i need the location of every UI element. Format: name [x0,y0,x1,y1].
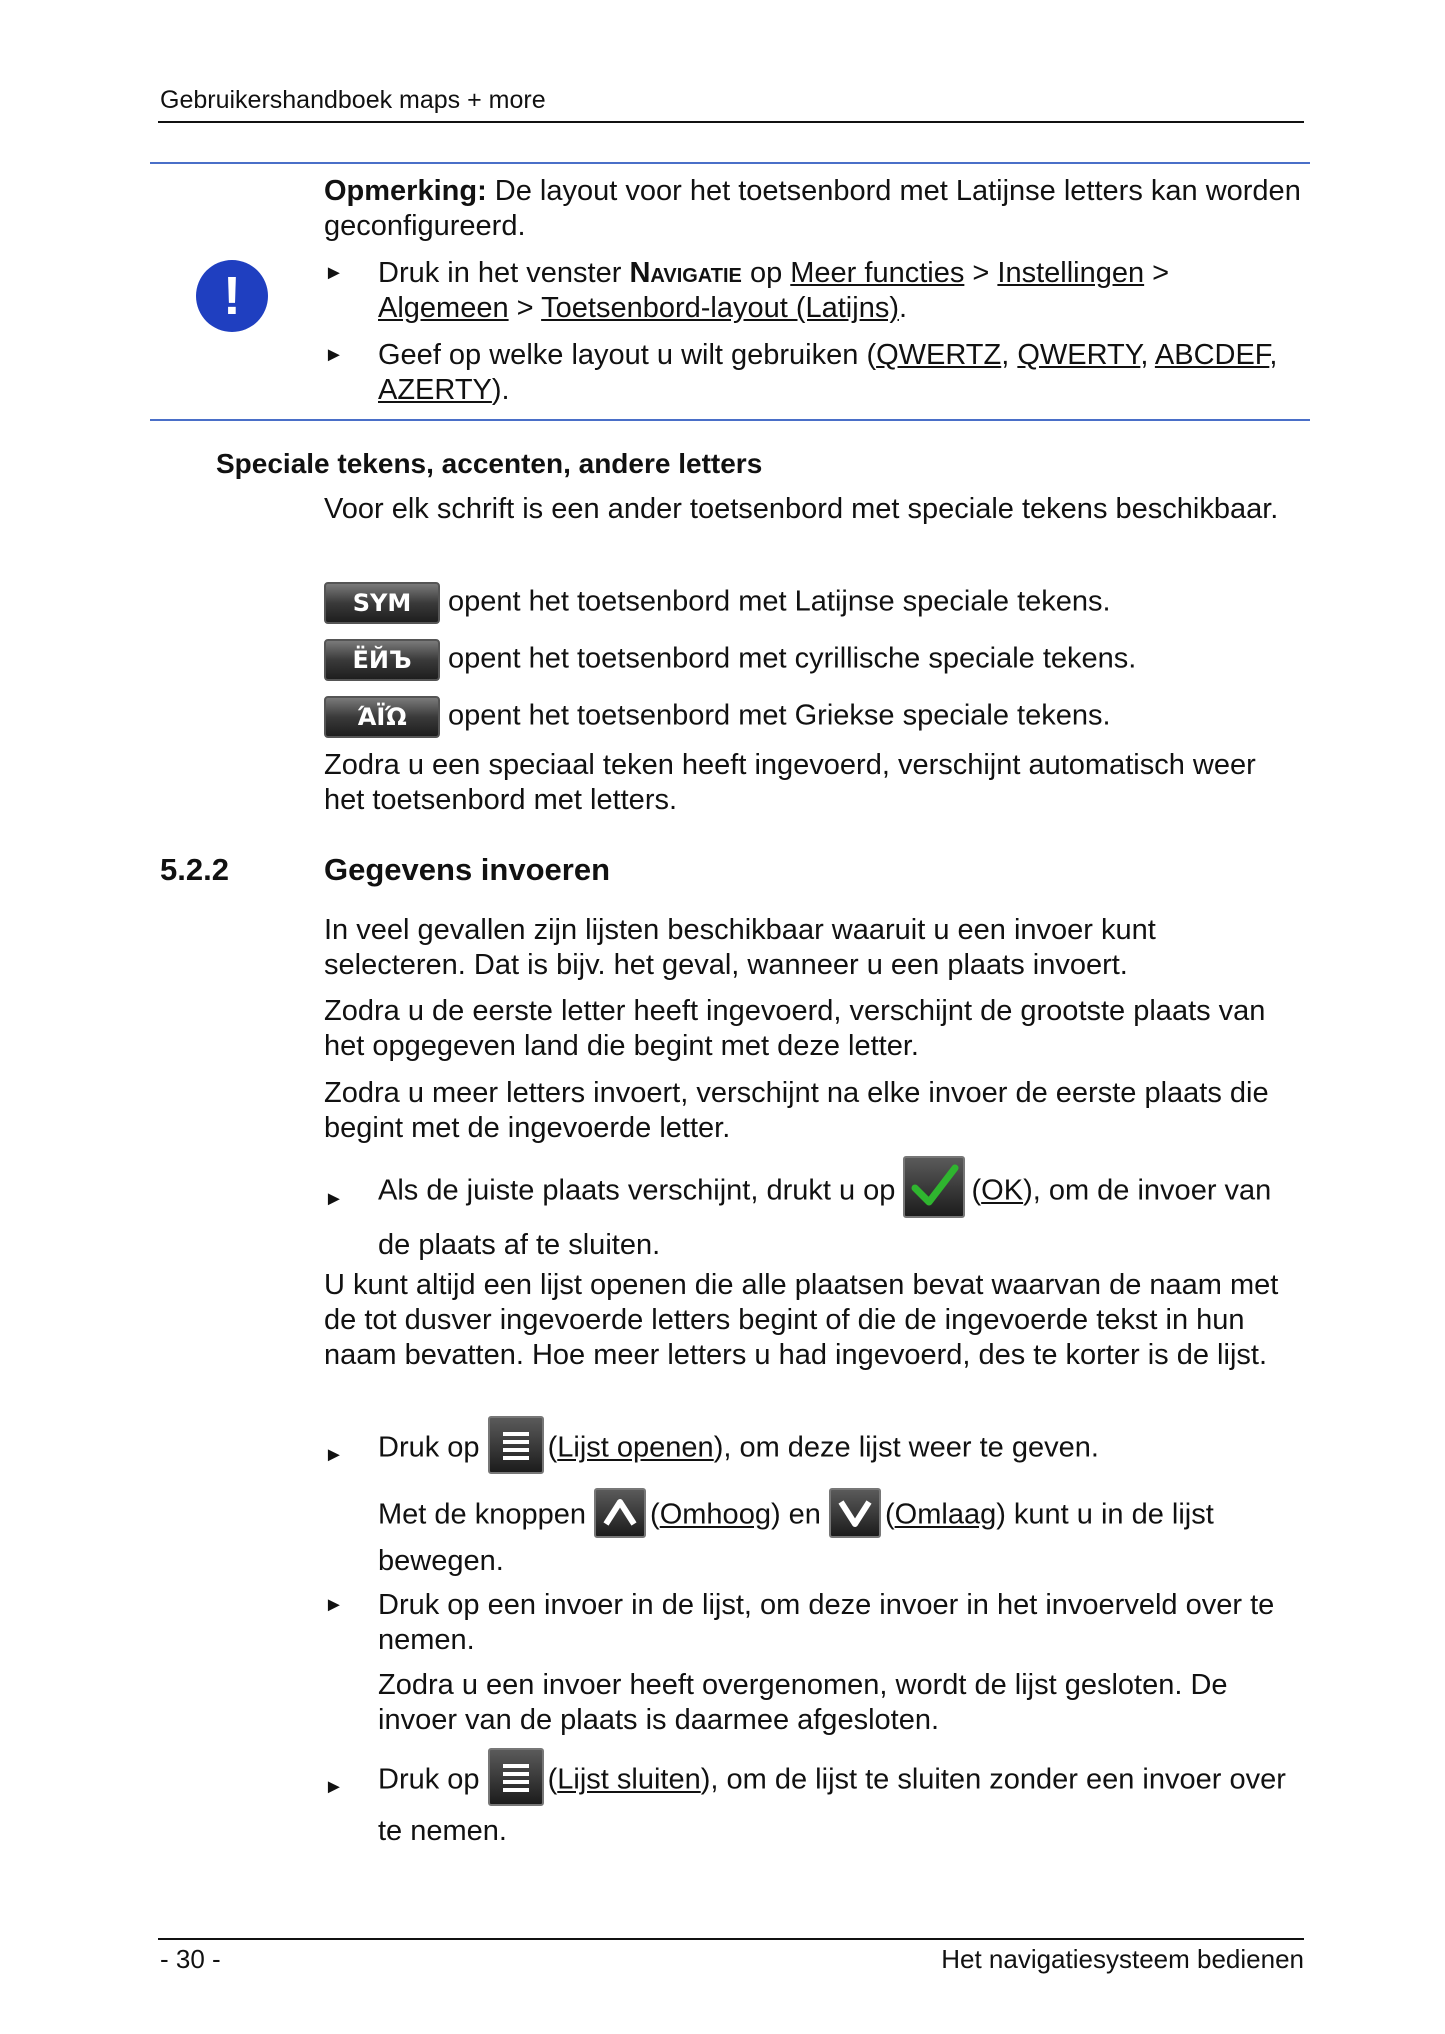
special-intro: Voor elk schrift is een ander toetsenbord met speciale tekens beschikbaar. [324,493,1279,525]
bullet-icon: ► [324,1776,344,1798]
menu-meer-functies: Meer functies [790,257,965,289]
exclamation-icon: ! [196,260,268,332]
bullet-icon: ► [324,262,344,284]
option-qwertz: QWERTZ [876,339,1002,371]
header-rule [158,121,1304,123]
lijst-sluiten-link: Lijst sluiten [557,1763,701,1796]
subsection-title: Speciale tekens, accenten, andere letters [216,448,763,479]
paragraph-4: U kunt altijd een lijst openen die alle plaatsen bevat waarvan de naam met de tot dusver ingevoerde letters begint of die de ingevoerde tekst in hun naam bevatten. Hoe meer letters u had ingevoerd, des te korter is de lijst. [324,1269,1279,1371]
footer-rule [158,1938,1304,1940]
running-header: Gebruikershandboek maps + more [160,86,546,114]
note-step-2: ► Geef op welke layout u wilt gebruiken (QWERTZ, QWERTY, ABCDEF, AZERTY). [324,339,1278,406]
navigation-buttons-text: Met de knoppen (Omhoog) en (Omlaag) kunt u in de lijst bewegen. [378,1488,1304,1579]
window-name: Navigatie [629,257,742,289]
option-qwerty: QWERTY [1017,339,1141,371]
menu-instellingen: Instellingen [997,257,1145,289]
key-row-cyrillic: ЁЙЪ opent het toetsenbord met cyrillische speciale tekens. [324,639,1304,681]
menu-toetsenbord-layout: Toetsenbord-layout (Latijns) [541,292,899,324]
ok-check-icon [903,1156,965,1218]
omlaag-link: Omlaag [894,1498,997,1531]
key-row-greek: ΆΪΏ opent het toetsenbord met Griekse speciale tekens. [324,696,1304,738]
close-list-step: ► Druk op (Lijst sluiten), om de lijst te sluiten zonder een invoer over te nemen. [324,1748,1304,1849]
down-arrow-icon [829,1488,881,1538]
section-title: Gegevens invoeren [324,852,611,887]
open-list-step: ► Druk op (Lijst openen), om deze lijst weer te geven. [324,1416,1304,1482]
paragraph-1: In veel gevallen zijn lijsten beschikbaar waaruit u een invoer kunt selecteren. Dat is bijv. het geval, wanneer u een plaats invoert. [324,914,1156,981]
ok-step: ► Als de juiste plaats verschijnt, drukt u op (OK), om de invoer van de plaats af te sluiten. [324,1156,1304,1263]
lijst-openen-link: Lijst openen [557,1431,714,1464]
note-step-1: ► Druk in het venster Navigatie op Meer functies > Instellingen > Algemeen > Toetsenbord-layout (Latijns). [324,257,1170,324]
sym-key-button: SYM [324,582,440,624]
bullet-icon: ► [324,344,344,366]
chapter-title: Het navigatiesysteem bedienen [941,1944,1304,1974]
note-top-rule [150,162,1310,164]
pick-entry-step: ► Druk op een invoer in de lijst, om deze invoer in het invoerveld over te nemen. [324,1589,1275,1656]
page-number: - 30 - [160,1944,221,1974]
option-abcdef: ABCDEF [1154,339,1270,371]
note-bottom-rule [150,419,1310,421]
list-close-icon [488,1748,544,1806]
ok-link: OK [981,1174,1024,1207]
cyrillic-key-button: ЁЙЪ [324,639,440,681]
greek-key-button: ΆΪΏ [324,696,440,738]
note-label: Opmerking: [324,175,487,207]
note-text: Opmerking: De layout voor het toetsenbord met Latijnse letters kan worden geconfigureerd. [324,175,1301,242]
paragraph-3: Zodra u meer letters invoert, verschijnt na elke invoer de eerste plaats die begint met de ingevoerde letter. [324,1077,1269,1144]
bullet-icon: ► [324,1444,344,1466]
bullet-icon: ► [324,1188,344,1210]
menu-algemeen: Algemeen [378,292,509,324]
section-number: 5.2.2 [160,852,229,887]
up-arrow-icon [594,1488,646,1538]
special-outro: Zodra u een speciaal teken heeft ingevoerd, verschijnt automatisch weer het toetsenbord met letters. [324,749,1256,816]
list-open-icon [488,1416,544,1474]
paragraph-2: Zodra u de eerste letter heeft ingevoerd, verschijnt de grootste plaats van het opgegeven land die begint met deze letter. [324,995,1266,1062]
omhoog-link: Omhoog [659,1498,771,1531]
key-row-sym: SYM opent het toetsenbord met Latijnse speciale tekens. [324,582,1304,624]
bullet-icon: ► [324,1594,344,1616]
option-azerty: AZERTY [378,374,492,406]
pick-entry-note: Zodra u een invoer heeft overgenomen, wordt de lijst gesloten. De invoer van de plaats is daarmee afgesloten. [378,1669,1228,1736]
